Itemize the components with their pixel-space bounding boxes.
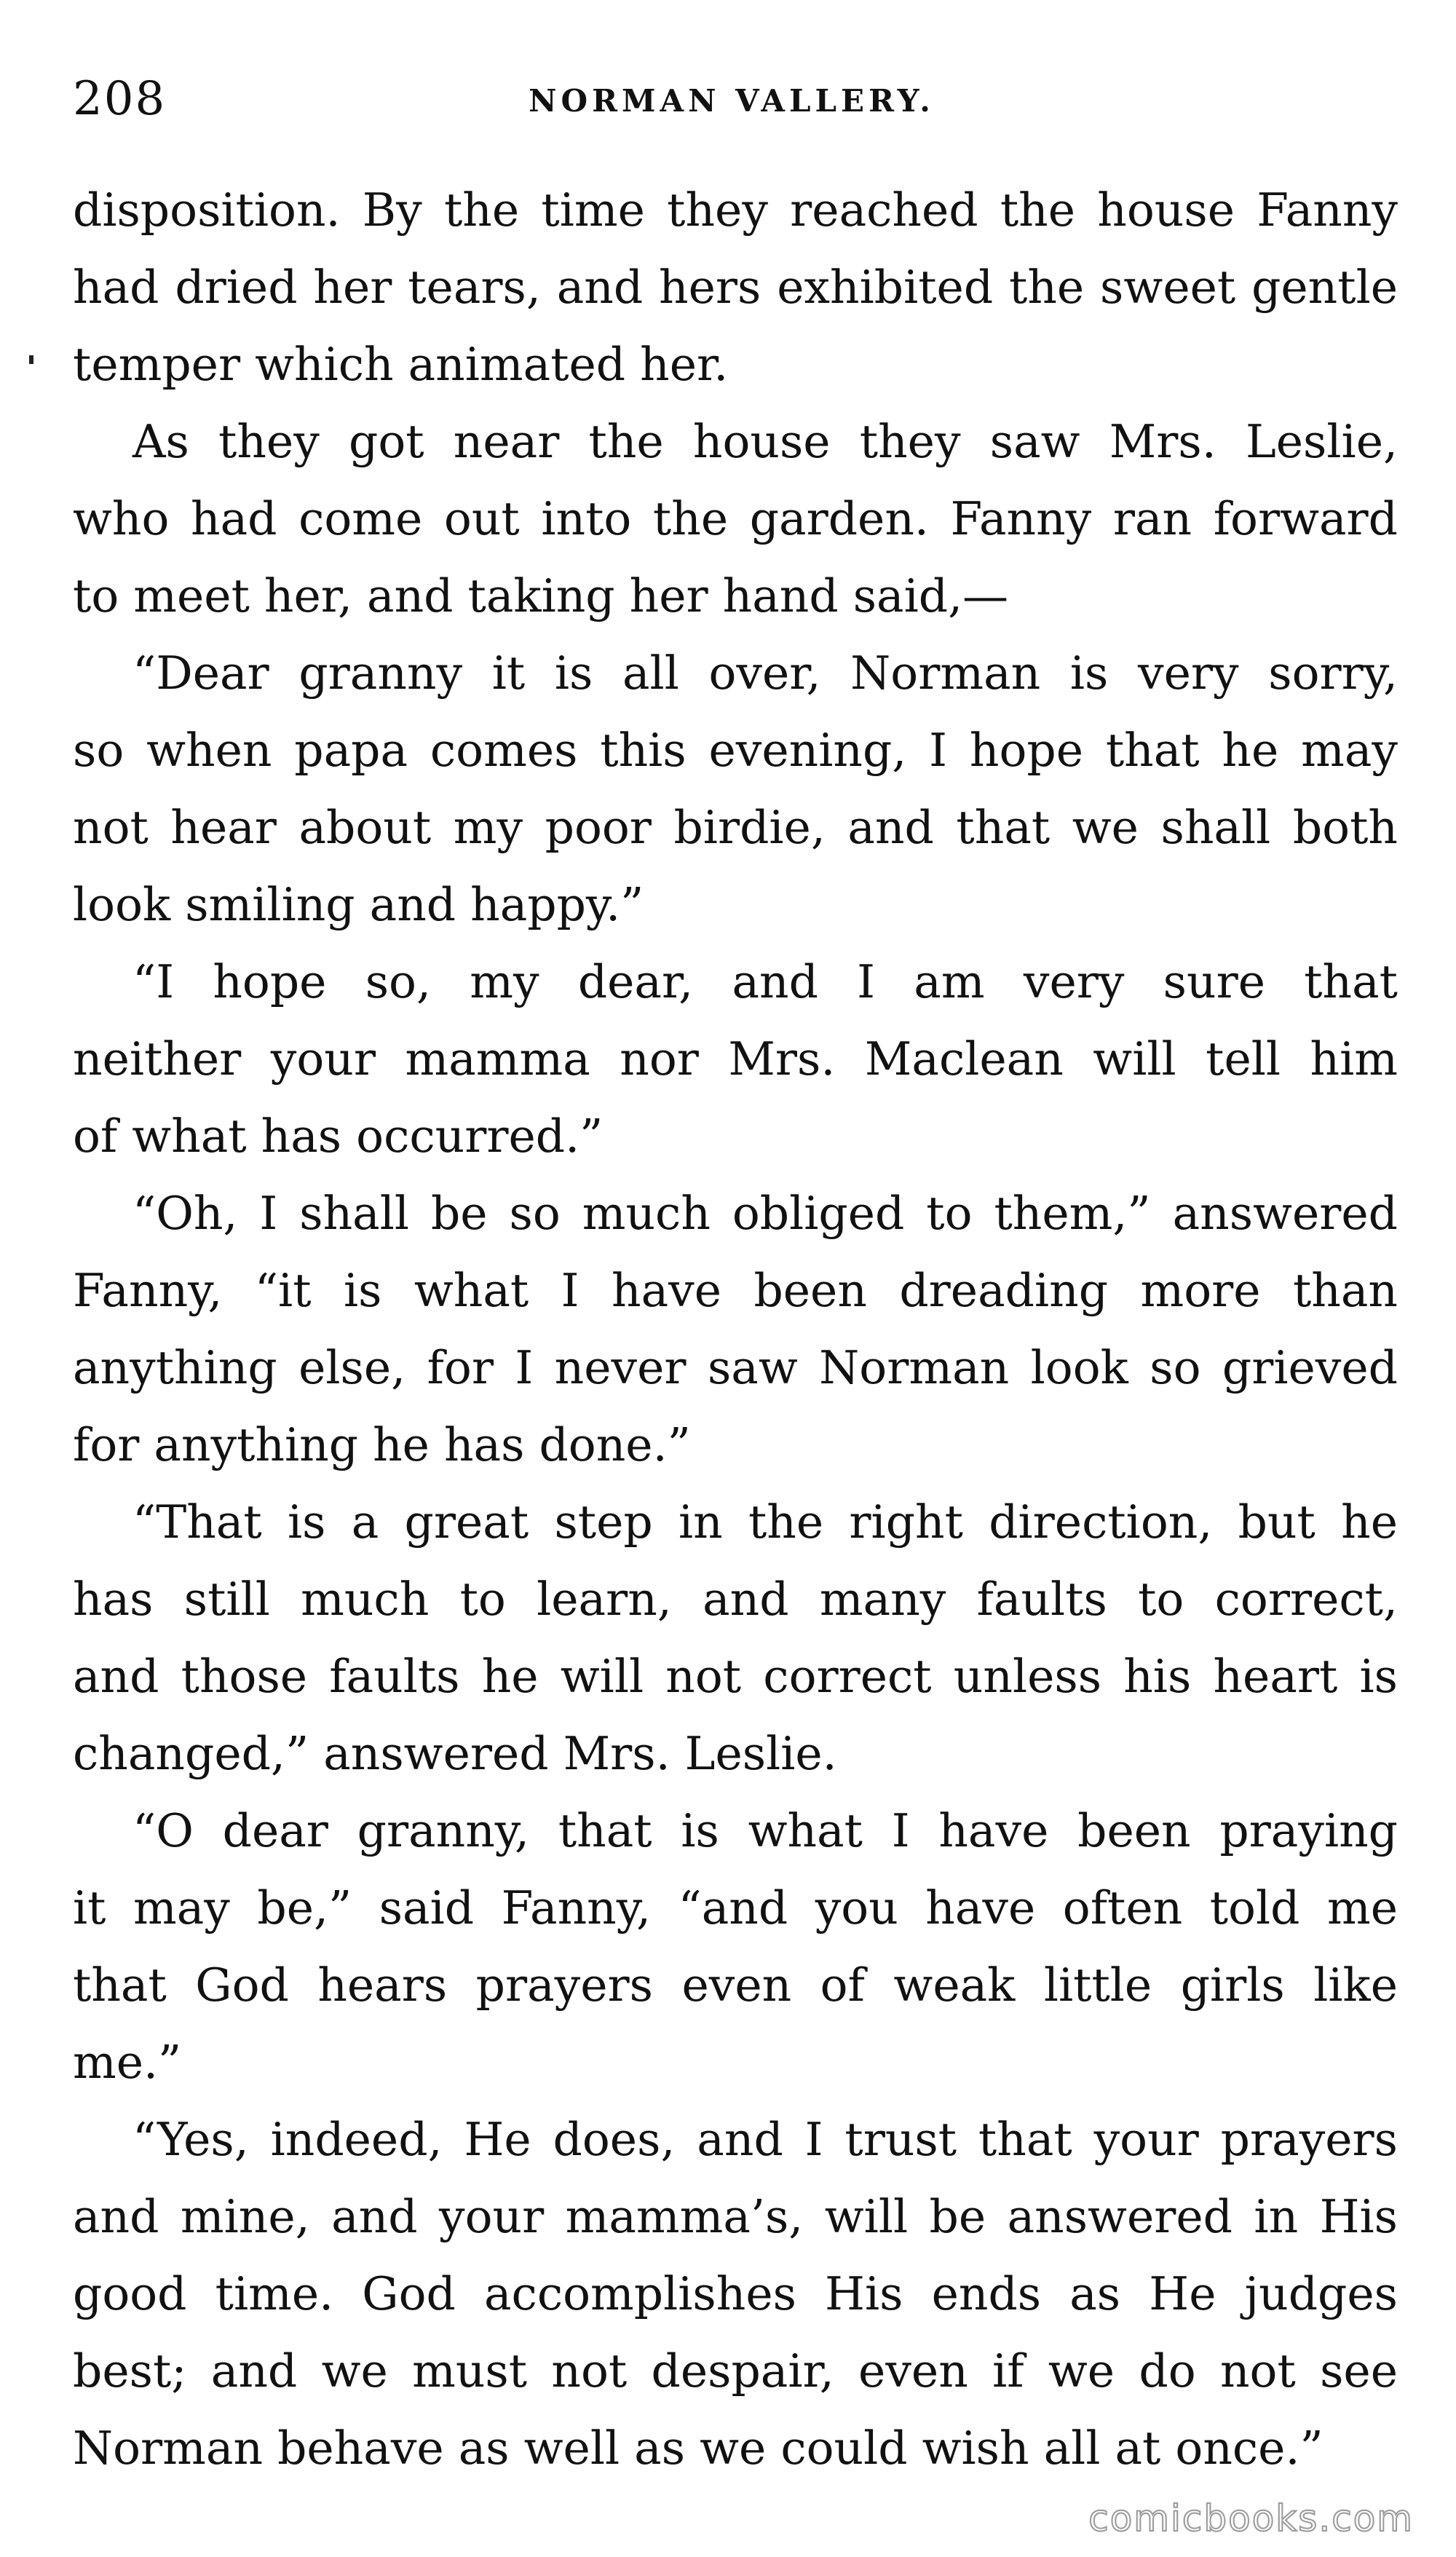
margin-mark bbox=[29, 355, 33, 364]
text-line: has still much to learn, and many faults to correct, bbox=[73, 1573, 1398, 1626]
text-line: good time. God accomplishes His ends as He judges bbox=[73, 2267, 1398, 2320]
body-text bbox=[73, 172, 1398, 2487]
page-number: 208 bbox=[73, 72, 167, 126]
paragraph bbox=[73, 635, 1398, 944]
text-line: best; and we must not despair, even if we do not see bbox=[73, 2344, 1398, 2398]
paragraph bbox=[73, 1793, 1398, 2101]
paragraph bbox=[73, 1175, 1398, 1484]
text-line: and mine, and your mamma’s, will be answered in His bbox=[73, 2190, 1398, 2243]
text-line: to meet her, and taking her hand said,— bbox=[73, 569, 1009, 623]
text-line: neither your mamma nor Mrs. Maclean will tell him bbox=[73, 1032, 1398, 1086]
text-line: “Dear granny it is all over, Norman is very sorry, bbox=[132, 647, 1398, 700]
text-line: “O dear granny, that is what I have been praying bbox=[132, 1804, 1398, 1857]
text-line: “That is a great step in the right direction, but he bbox=[132, 1495, 1398, 1549]
text-line: Norman behave as well as we could wish all at once.” bbox=[73, 2422, 1324, 2475]
paragraph bbox=[73, 2101, 1398, 2487]
text-line: it may be,” said Fanny, “and you have often told me bbox=[73, 1881, 1398, 1934]
paragraph bbox=[73, 1484, 1398, 1793]
text-line: “Yes, indeed, He does, and I trust that your prayers bbox=[132, 2113, 1398, 2166]
text-line: look smiling and happy.” bbox=[73, 878, 644, 931]
text-line: temper which animated her. bbox=[73, 338, 729, 391]
text-line: that God hears prayers even of weak little girls like bbox=[73, 1959, 1398, 2012]
text-line: not hear about my poor birdie, and that we shall both bbox=[73, 801, 1398, 854]
text-line: “Oh, I shall be so much obliged to them,” answered bbox=[132, 1187, 1398, 1240]
running-head: NORMAN VALLERY. bbox=[529, 83, 935, 119]
page-header bbox=[73, 70, 1390, 128]
text-line: me.” bbox=[73, 2036, 182, 2089]
text-line: had dried her tears, and hers exhibited the sweet gentle bbox=[73, 261, 1398, 314]
text-line: of what has occurred.” bbox=[73, 1110, 604, 1163]
text-line: for anything he has done.” bbox=[73, 1418, 691, 1471]
text-line: disposition. By the time they reached the house Fanny bbox=[73, 183, 1398, 237]
paragraph bbox=[73, 944, 1398, 1175]
text-line: As they got near the house they saw Mrs. Leslie, bbox=[132, 415, 1398, 468]
text-line: so when papa comes this evening, I hope that he may bbox=[73, 724, 1398, 777]
paragraph bbox=[73, 403, 1398, 635]
text-line: and those faults he will not correct unless his heart is bbox=[73, 1650, 1398, 1703]
paragraph bbox=[73, 172, 1398, 403]
watermark-logo: comicbooks.com bbox=[1088, 2497, 1414, 2540]
text-line: changed,” answered Mrs. Leslie. bbox=[73, 1727, 837, 1780]
text-line: “I hope so, my dear, and I am very sure that bbox=[132, 955, 1398, 1008]
text-line: who had come out into the garden. Fanny ran forward bbox=[73, 492, 1398, 545]
text-line: Fanny, “it is what I have been dreading more than bbox=[73, 1264, 1398, 1317]
text-line: anything else, for I never saw Norman look so grieved bbox=[73, 1341, 1398, 1394]
